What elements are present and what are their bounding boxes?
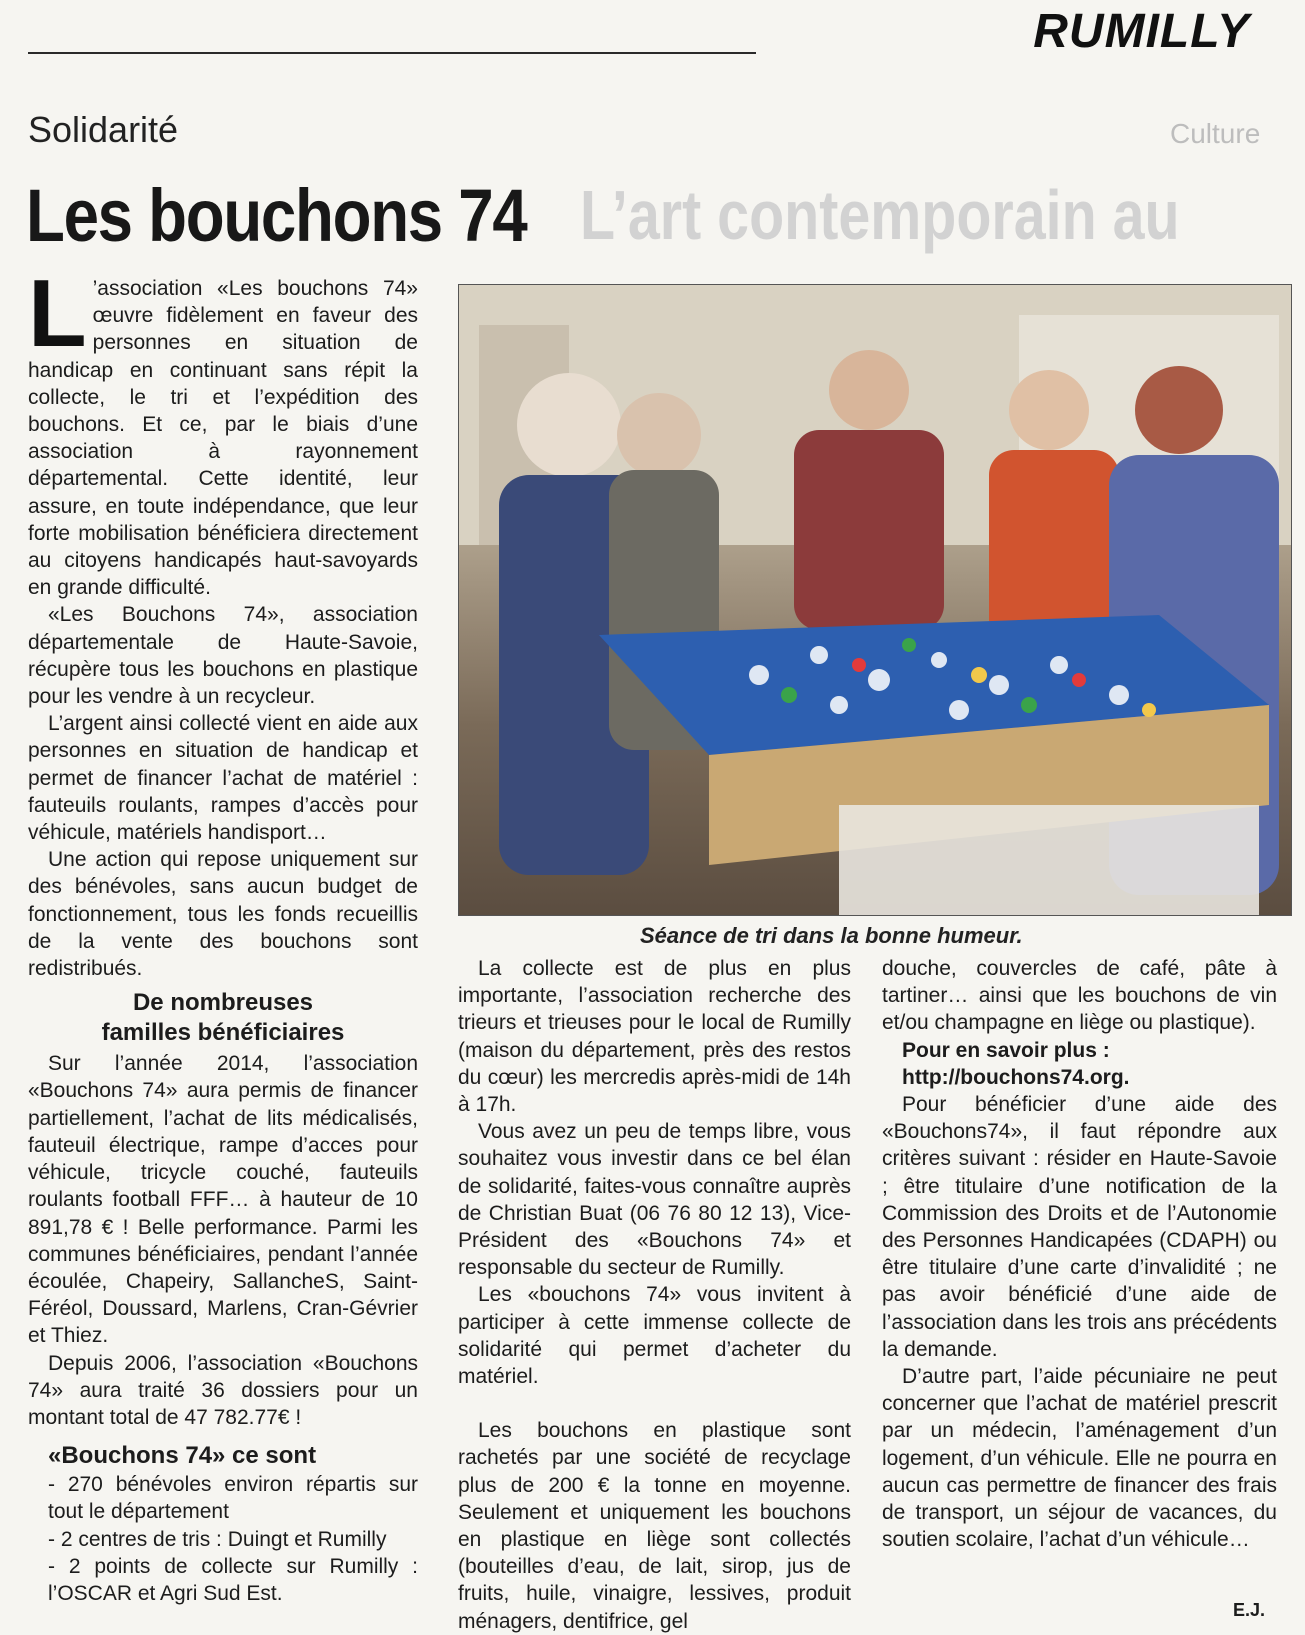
- article-column-3: [882, 955, 1277, 1553]
- list-item: - 2 points de collecte sur Rumilly : l’OSCAR et Agri Sud Est.: [48, 1554, 418, 1605]
- section-city-title: RUMILLY: [1033, 5, 1250, 58]
- paragraph: Les «bouchons 74» vous invitent à participer à cette immense collecte de solidarité qui permet d’acheter du matériel.: [458, 1283, 851, 1389]
- paragraph: Sur l’année 2014, l’association «Bouchons 74» aura permis de financer partiellement, l’achat de lits médicalisés, fauteuil électrique, rampe d’acces pour véhicule, tricycle couché, fauteuils roulants football FFF… à hauteur de 10 891,78 € ! Belle performance. Parmi les communes bénéficiaires, pendant l’année écoulée, Chapeiry, SallancheS, Saint-Féréol, Doussard, Marlens, Cran-Gévrier et Thiez.: [28, 1052, 418, 1348]
- intro-paragraph: L ’association «Les bouchons 74» œuvre fidèlement en faveur des personnes en situation de handicap en continuant sans répit la collecte, le tri et l’expédition des bouchons. Et ce, par le biais d’une association à rayonnement départemental. Cette identité, leur assure, en toute indépendance, que leur forte mobilisation bénéficiera directement au citoyens handicapés haut-savoyards en grande difficulté.: [28, 260, 418, 600]
- more-info-label: Pour en savoir plus :: [902, 1038, 1110, 1062]
- list-item: - 2 centres de tris : Duingt et Rumilly: [48, 1527, 387, 1551]
- photo-caption: Séance de tri dans la bonne humeur.: [640, 923, 1023, 948]
- paragraph: Depuis 2006, l’association «Bouchons 74» aura traité 36 dossiers pour un montant total de 47 782.77€ !: [28, 1351, 418, 1429]
- photo-illustration: [459, 285, 1291, 915]
- article-kicker: Solidarité: [28, 109, 179, 150]
- article-column-2: [458, 955, 851, 1635]
- bleed-through-headline: L’art contemporain au: [580, 176, 1180, 254]
- article-headline: Les bouchons 74: [26, 174, 527, 257]
- paragraph: La collecte est de plus en plus importante, l’association recherche des trieurs et trieuses pour le local de Rumilly (maison du département, près des restos du cœur) les mercredis après-midi de 14h à 17h.: [458, 957, 851, 1117]
- paragraph: Une action qui repose uniquement sur des bénévoles, sans aucun budget de fonctionnement, tous les fonds recueillis de la vente des bouchons sont redistribués.: [28, 848, 418, 981]
- bleed-through-text: Culture: [1170, 118, 1261, 149]
- list-item: - 270 bénévoles environ répartis sur tout le département: [48, 1473, 418, 1524]
- dropcap: L: [28, 260, 87, 367]
- article-column-1: [28, 260, 418, 1607]
- more-info-link[interactable]: http://bouchons74.org.: [902, 1065, 1130, 1089]
- header-rule: [28, 52, 756, 54]
- paragraph: «Les Bouchons 74», association départementale de Haute-Savoie, récupère tous les bouchons en plastique pour les vendre à un recycleur.: [28, 603, 418, 709]
- paragraph: Vous avez un peu de temps libre, vous souhaitez vous investir dans ce bel élan de solidarité, faites-vous connaître auprès de Christian Buat (06 76 80 12 13), Vice-Président des «Bouchons 74» et responsable du secteur de Rumilly.: [458, 1120, 851, 1280]
- paragraph: douche, couvercles de café, pâte à tartiner… ainsi que les bouchons de vin et/ou champagne en liège ou plastique).: [882, 957, 1277, 1035]
- article-photo: [458, 284, 1292, 916]
- subheading-beneficiaries: De nombreuses familles bénéficiaires: [101, 989, 345, 1047]
- paragraph: Les bouchons en plastique sont rachetés par une société de recyclage plus de 200 € la tonne en moyenne. Seulement et uniquement les bouchons en plastique en liège sont collectés (bouteilles d’eau, de lait, sirop, jus de fruits, huile, vinaigre, lessives, produit ménagers, dentifrice, gel: [458, 1419, 851, 1633]
- paragraph: Pour bénéficier d’une aide des «Bouchons74», il faut répondre aux critères suivant : résider en Haute-Savoie ; être titulaire d’une notification de la Commission des Droits et de l’Autonomie des Personnes Handicapées (CDAPH) ou être titulaire d’une carte d’invalidité ; ne pas avoir bénéficié d’une aide de l’association dans les trois ans précédents la demande.: [882, 1093, 1277, 1361]
- paragraph: D’autre part, l’aide pécuniaire ne peut concerner que l’achat de matériel prescrit par un médecin, l’aménagement d’un logement, d’un véhicule. Elle ne pourra en aucun cas permettre de financer des frais de transport, un séjour de vacances, du soutien scolaire, l’achat d’un véhicule…: [882, 1365, 1277, 1552]
- paragraph: L’argent ainsi collecté vient en aide aux personnes en situation de handicap et permet de financer l’achat de matériel : fauteuils roulants, rampes d’accès pour véhicule, matériels handisport…: [28, 712, 418, 845]
- author-signature: E.J.: [1232, 1600, 1265, 1620]
- subheading-bouchons: «Bouchons 74» ce sont: [48, 1442, 317, 1470]
